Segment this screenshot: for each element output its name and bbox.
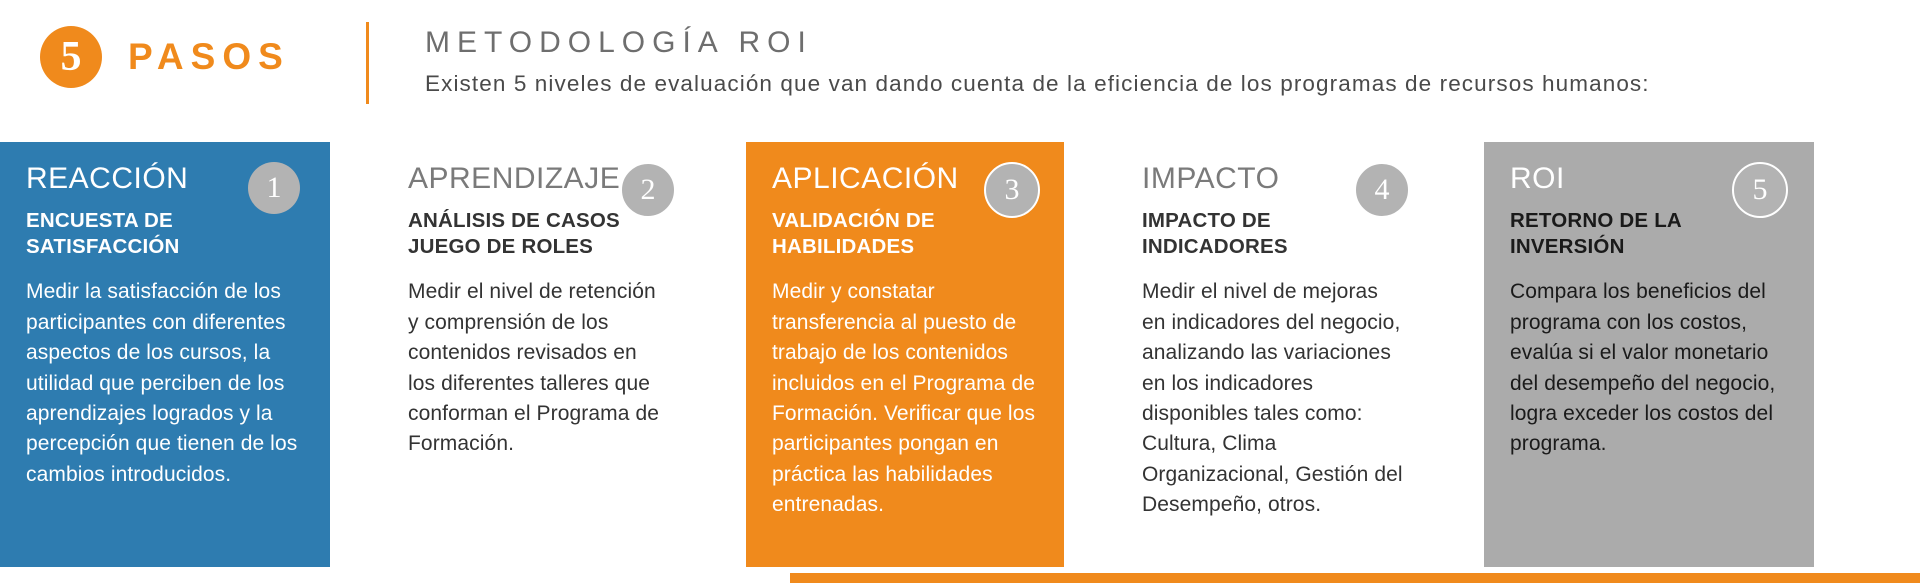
step-number-badge: 5 bbox=[1732, 162, 1788, 218]
step-card-impacto bbox=[1116, 142, 1432, 567]
column-gap bbox=[694, 142, 746, 567]
page-title: METODOLOGÍA ROI bbox=[425, 26, 813, 59]
step-card-roi bbox=[1484, 142, 1814, 567]
footer-accent-bar bbox=[0, 567, 1920, 583]
badge-label: PASOS bbox=[128, 36, 290, 77]
column-gap bbox=[330, 142, 382, 567]
page-subtitle: Existen 5 niveles de evaluación que van dando cuenta de la eficiencia de los programas de recursos humanos: bbox=[425, 71, 1650, 96]
step-subtitle: ENCUESTA DE SATISFACCIÓN bbox=[26, 209, 180, 258]
step-card-reaccion bbox=[0, 142, 330, 567]
step-number-badge: 3 bbox=[984, 162, 1040, 218]
steps-columns bbox=[0, 142, 1920, 567]
step-title: ROI bbox=[1510, 162, 1565, 195]
step-subtitle: IMPACTO DE INDICADORES bbox=[1142, 209, 1288, 258]
header-text bbox=[369, 0, 1920, 99]
step-title: APLICACIÓN bbox=[772, 162, 959, 195]
step-subtitle: VALIDACIÓN DE HABILIDADES bbox=[772, 209, 935, 258]
step-title: REACCIÓN bbox=[26, 162, 189, 195]
step-number-badge: 2 bbox=[620, 162, 676, 218]
header bbox=[0, 0, 1920, 142]
step-number-badge: 1 bbox=[248, 162, 300, 214]
step-number-badge: 4 bbox=[1354, 162, 1410, 218]
step-body: Compara los beneficios del programa con los costos, evalúa si el valor monetario del desempeño del negocio, logra exceder los costos del programa. bbox=[1510, 280, 1776, 456]
step-card-aplicacion bbox=[746, 142, 1064, 567]
step-title: APRENDIZAJE bbox=[408, 162, 621, 195]
step-body: Medir la satisfacción de los participantes con diferentes aspectos de los cursos, la utilidad que perciben de los aprendizajes logrados y la percepción que tienen de los cambios introducidos. bbox=[26, 280, 298, 486]
badge-number: 5 bbox=[40, 26, 102, 88]
column-gap bbox=[1064, 142, 1116, 567]
step-body: Medir y constatar transferencia al puesto de trabajo de los contenidos incluidos en el Programa de Formación. Verificar que los participantes pongan en práctica las habilidades entrenadas. bbox=[772, 280, 1036, 517]
step-subtitle: ANÁLISIS DE CASOS JUEGO DE ROLES bbox=[408, 209, 620, 258]
step-title: IMPACTO bbox=[1142, 162, 1280, 195]
steps-badge bbox=[0, 0, 360, 88]
step-body: Medir el nivel de mejoras en indicadores del negocio, analizando las variaciones en los indicadores disponibles tales como: Cultura, Clima Organizacional, Gestión del Desempeño, otros. bbox=[1142, 280, 1403, 517]
footer-accent-fill bbox=[790, 573, 1920, 583]
step-body: Medir el nivel de retención y comprensión de los contenidos revisados en los diferentes talleres que conforman el Programa de Formación. bbox=[408, 280, 660, 456]
column-gap bbox=[1432, 142, 1484, 567]
step-card-aprendizaje bbox=[382, 142, 694, 567]
step-subtitle: RETORNO DE LA INVERSIÓN bbox=[1510, 209, 1682, 258]
